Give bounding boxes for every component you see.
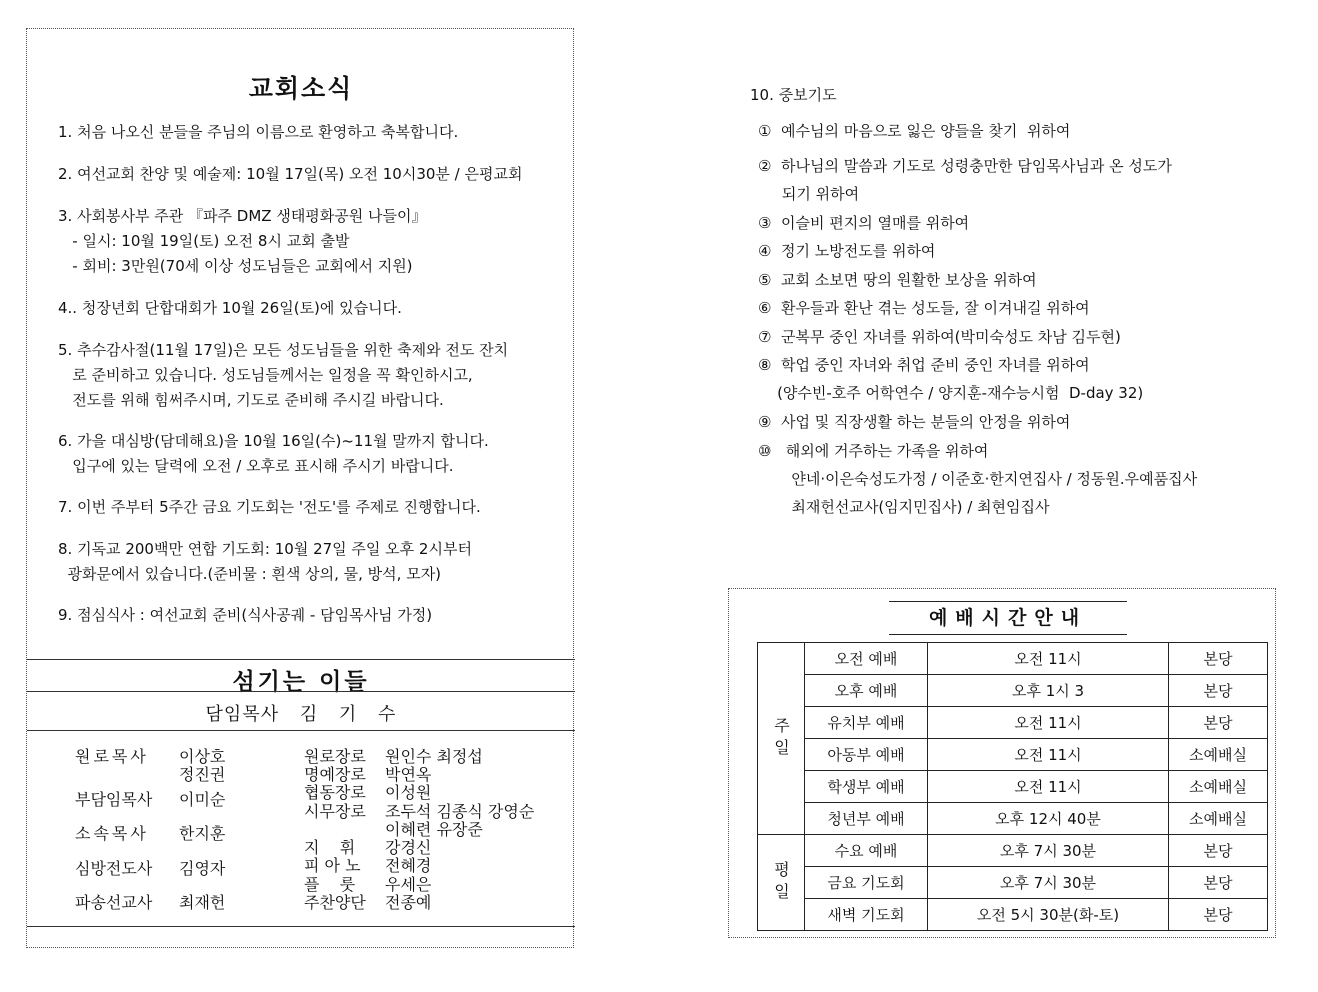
staff-role: 피 아 노 [304, 856, 361, 875]
news-item: 3. 사회봉사부 주관 『파주 DMZ 생태평화공원 나들이』 - 일시: 10월 19일(토) 오전 8시 교회 출발 - 회비: 3만원(70세 이상 성도님들은 교회에서 지원) [58, 207, 427, 275]
divider [27, 730, 575, 731]
staff-names: 전종예 [385, 893, 432, 912]
service-time: 오전 5시 30분(화-토) [928, 899, 1169, 931]
service-name: 학생부 예배 [805, 771, 928, 803]
staff-role: 파송선교사 [75, 893, 153, 912]
staff-names: 한지훈 [179, 824, 226, 843]
table-row [758, 739, 1268, 771]
staff-role: 부담임목사 [75, 790, 153, 809]
prayer-item: ⑤ 교회 소보면 땅의 원활한 보상을 위하여 [758, 271, 1037, 289]
service-time: 오전 11시 [928, 643, 1169, 675]
staff-role: 원로장로 [304, 747, 366, 766]
table-row [758, 835, 1268, 867]
news-item: 9. 점심식사 : 여선교회 준비(식사공궤 - 담임목사님 가정) [58, 606, 433, 624]
prayer-item: ① 예수님의 마음으로 잃은 양들을 찾기 위하여 [758, 122, 1071, 140]
staff-names: 최재헌 [179, 893, 226, 912]
service-name: 새벽 기도회 [805, 899, 928, 931]
staff-names: 전혜경 [385, 856, 432, 875]
service-place: 본당 [1169, 643, 1268, 675]
prayer-item: ⑨ 사업 및 직장생활 하는 분들의 안정을 위하여 [758, 413, 1071, 431]
table-row [758, 803, 1268, 835]
divider [27, 691, 575, 692]
prayer-item: ⑦ 군복무 중인 자녀를 위하여(박미숙성도 차남 김두현) [758, 328, 1121, 346]
service-name: 금요 기도회 [805, 867, 928, 899]
service-time: 오전 11시 [928, 771, 1169, 803]
divider [27, 926, 575, 927]
senior-pastor-line: 담임목사 김 기 수 [205, 704, 397, 725]
staff-names: 조두석 김종식 강영순 이혜련 유장준 [385, 802, 535, 839]
prayer-heading: 10. 중보기도 [750, 86, 837, 104]
service-place: 소예배실 [1169, 739, 1268, 771]
service-place: 본당 [1169, 675, 1268, 707]
news-item: 2. 여선교회 찬양 및 예술제: 10월 17일(목) 오전 10시30분 / 은평교회 [58, 165, 523, 183]
table-row [758, 707, 1268, 739]
news-item: 5. 추수감사절(11월 17일)은 모든 성도님들을 위한 축제와 전도 잔치 로 준비하고 있습니다. 성도님들께서는 일정을 꼭 확인하시고, 전도를 위해 힘써주시며, 기도로 준비해 주시길 바랍니다. [58, 341, 509, 409]
service-time: 오후 7시 30분 [928, 835, 1169, 867]
staff-names: 김영자 [179, 859, 226, 878]
staff-role: 심방전도사 [75, 859, 153, 878]
prayer-item: ④ 정기 노방전도를 위하여 [758, 242, 936, 260]
prayer-item: ③ 이슬비 편지의 열매를 위하여 [758, 214, 970, 232]
staff-role: 주찬양단 [304, 893, 366, 912]
service-name: 청년부 예배 [805, 803, 928, 835]
service-time: 오후 1시 3 [928, 675, 1169, 707]
news-item: 1. 처음 나오신 분들을 주님의 이름으로 환영하고 축복합니다. [58, 123, 459, 141]
news-item: 6. 가을 대심방(담데해요)을 10월 16일(수)~11월 말까지 합니다. 입구에 있는 달력에 오전 / 오후로 표시해 주시기 바랍니다. [58, 432, 489, 475]
divider [27, 659, 575, 660]
staff-role: 협동장로 [304, 783, 366, 802]
service-name: 유치부 예배 [805, 707, 928, 739]
table-row [758, 675, 1268, 707]
service-name: 오전 예배 [805, 643, 928, 675]
staff-names: 강경신 [385, 838, 432, 857]
service-place: 소예배실 [1169, 771, 1268, 803]
prayer-item: ② 하나님의 말씀과 기도로 성령충만한 담임목사님과 온 성도가 되기 위하여 [758, 157, 1172, 203]
table-row [758, 867, 1268, 899]
staff-names: 이상호 정진권 [179, 747, 226, 784]
news-item: 8. 기독교 200백만 연합 기도회: 10월 27일 주일 오후 2시부터 광화문에서 있습니다.(준비물 : 흰색 상의, 물, 방석, 모자) [58, 540, 472, 583]
staff-role: 시무장로 [304, 802, 366, 821]
service-place: 본당 [1169, 899, 1268, 931]
staff-role: 소속목사 [75, 824, 149, 843]
service-place: 본당 [1169, 835, 1268, 867]
staff-names: 이성원 [385, 783, 432, 802]
group-label-sunday: 주일 [758, 643, 805, 835]
table-row [758, 771, 1268, 803]
service-time: 오전 11시 [928, 707, 1169, 739]
table-row [758, 899, 1268, 931]
staff-names: 이미순 [179, 790, 226, 809]
staff-role: 플 룻 [304, 875, 356, 894]
table-row [758, 643, 1268, 675]
worship-table [757, 642, 1268, 931]
service-time: 오전 11시 [928, 739, 1169, 771]
worship-title: 예배시간안내 [889, 601, 1127, 635]
staff-names: 우세은 [385, 875, 432, 894]
staff-names: 박연옥 [385, 765, 432, 784]
news-title: 교회소식 [248, 74, 354, 103]
service-place: 본당 [1169, 707, 1268, 739]
service-name: 오후 예배 [805, 675, 928, 707]
service-time: 오후 7시 30분 [928, 867, 1169, 899]
servers-title: 섬기는 이들 [232, 669, 370, 695]
service-name: 수요 예배 [805, 835, 928, 867]
church-news-panel [26, 28, 574, 948]
group-label-weekday: 평일 [758, 835, 805, 931]
prayer-item: ⑩ 해외에 거주하는 가족을 위하여 얀네·이은숙성도가정 / 이준호·한지연집사 / 정동원.우예품집사 최재헌선교사(임지민집사) / 최현임집사 [758, 442, 1198, 516]
prayer-item: ⑥ 환우들과 환난 겪는 성도들, 잘 이겨내길 위하여 [758, 299, 1090, 317]
service-time: 오후 12시 40분 [928, 803, 1169, 835]
staff-role: 지 휘 [304, 838, 356, 857]
staff-names: 원인수 최정섭 [385, 747, 483, 766]
worship-schedule-panel [728, 588, 1276, 938]
news-item: 7. 이번 주부터 5주간 금요 기도회는 '전도'를 주제로 진행합니다. [58, 498, 481, 516]
service-name: 아동부 예배 [805, 739, 928, 771]
service-place: 본당 [1169, 867, 1268, 899]
staff-role: 명예장로 [304, 765, 366, 784]
service-place: 소예배실 [1169, 803, 1268, 835]
news-item: 4.. 청장년회 단합대회가 10월 26일(토)에 있습니다. [58, 299, 402, 317]
staff-role: 원로목사 [75, 747, 149, 766]
prayer-item: ⑧ 학업 중인 자녀와 취업 준비 중인 자녀를 위하여 (양수빈-호주 어학연수 / 양지훈-재수능시험 D-day 32) [758, 356, 1144, 402]
